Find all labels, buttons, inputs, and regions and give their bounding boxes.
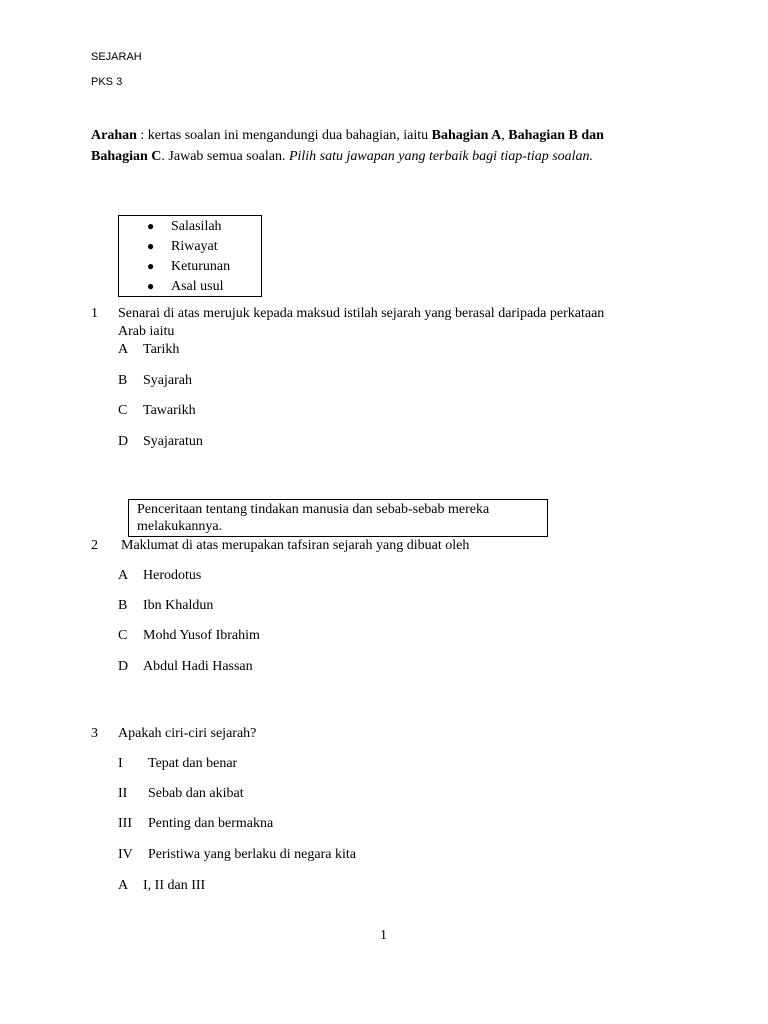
list-item-text: Riwayat <box>171 239 218 254</box>
q1-option-b-letter: B <box>118 373 128 388</box>
bullet-icon: ● <box>147 219 155 233</box>
q1-number: 1 <box>91 306 98 321</box>
q1-list-box <box>118 215 262 297</box>
q2-option-c: Mohd Yusof Ibrahim <box>143 628 260 643</box>
instructions-text2: . Jawab semua soalan. <box>161 149 289 164</box>
subject-header: SEJARAH <box>91 51 142 63</box>
q2-stem: Maklumat di atas merupakan tafsiran sejarah yang dibuat oleh <box>121 538 470 553</box>
q3-option-a: I, II dan III <box>143 878 206 893</box>
instructions-part-bc: Bahagian B dan Bahagian C <box>91 128 604 164</box>
q1-stem-line2: Arab iaitu <box>118 324 175 339</box>
q1-option-b: Syajarah <box>143 373 192 388</box>
q2-option-b: Ibn Khaldun <box>143 598 214 613</box>
instructions-italic: Pilih satu jawapan yang terbaik bagi tiap-tiap soalan. <box>288 149 594 164</box>
q3-statement-i: Tepat dan benar <box>148 756 238 771</box>
q1-option-c-letter: C <box>118 403 128 418</box>
q2-info-box: Penceritaan tentang tindakan manusia dan sebab-sebab mereka melakukannya. <box>128 499 548 537</box>
q3-option-a-letter: A <box>118 878 129 893</box>
q2-option-b-letter: B <box>118 598 128 613</box>
q3-number: 3 <box>91 726 98 741</box>
q3-statement-iv: Peristiwa yang berlaku di negara kita <box>148 847 356 862</box>
list-item-text: Asal usul <box>171 279 224 294</box>
q2-option-d-letter: D <box>118 659 129 674</box>
instructions-text1: kertas soalan ini mengandungi dua bahagian, iaitu <box>147 128 432 143</box>
q1-option-a: Tarikh <box>143 342 180 357</box>
q2-option-a-letter: A <box>118 568 129 583</box>
instructions-label: Arahan <box>91 128 137 143</box>
q3-statement-iii: Penting dan bermakna <box>148 816 274 831</box>
q2-option-c-letter: C <box>118 628 128 643</box>
bullet-icon: ● <box>147 279 155 293</box>
q1-option-d: Syajaratun <box>143 434 203 449</box>
form-header: PKS 3 <box>91 76 123 88</box>
q2-option-d: Abdul Hadi Hassan <box>143 659 253 674</box>
q3-statement-ii: Sebab dan akibat <box>148 786 244 801</box>
instructions-comma: , <box>501 128 509 143</box>
q3-statement-iii-roman: III <box>118 816 132 831</box>
q3-statement-i-roman: I <box>118 756 123 771</box>
page-number: 1 <box>380 928 387 943</box>
q1-option-a-letter: A <box>118 342 129 357</box>
q3-stem: Apakah ciri-ciri sejarah? <box>118 726 257 741</box>
instructions <box>91 125 651 167</box>
q1-option-d-letter: D <box>118 434 129 449</box>
q3-statement-iv-roman: IV <box>118 847 133 862</box>
list-item-text: Keturunan <box>171 259 231 274</box>
q1-option-c: Tawarikh <box>143 403 196 418</box>
instructions-part-a: Bahagian A <box>431 128 502 143</box>
bullet-icon: ● <box>147 259 155 273</box>
q3-statement-ii-roman: II <box>118 786 128 801</box>
q2-number: 2 <box>91 538 98 553</box>
list-item-text: Salasilah <box>171 219 222 234</box>
q1-stem-line1: Senarai di atas merujuk kepada maksud istilah sejarah yang berasal daripada perkataan <box>118 306 605 321</box>
q2-option-a: Herodotus <box>143 568 202 583</box>
instructions-sep: : <box>136 128 148 143</box>
bullet-icon: ● <box>147 239 155 253</box>
